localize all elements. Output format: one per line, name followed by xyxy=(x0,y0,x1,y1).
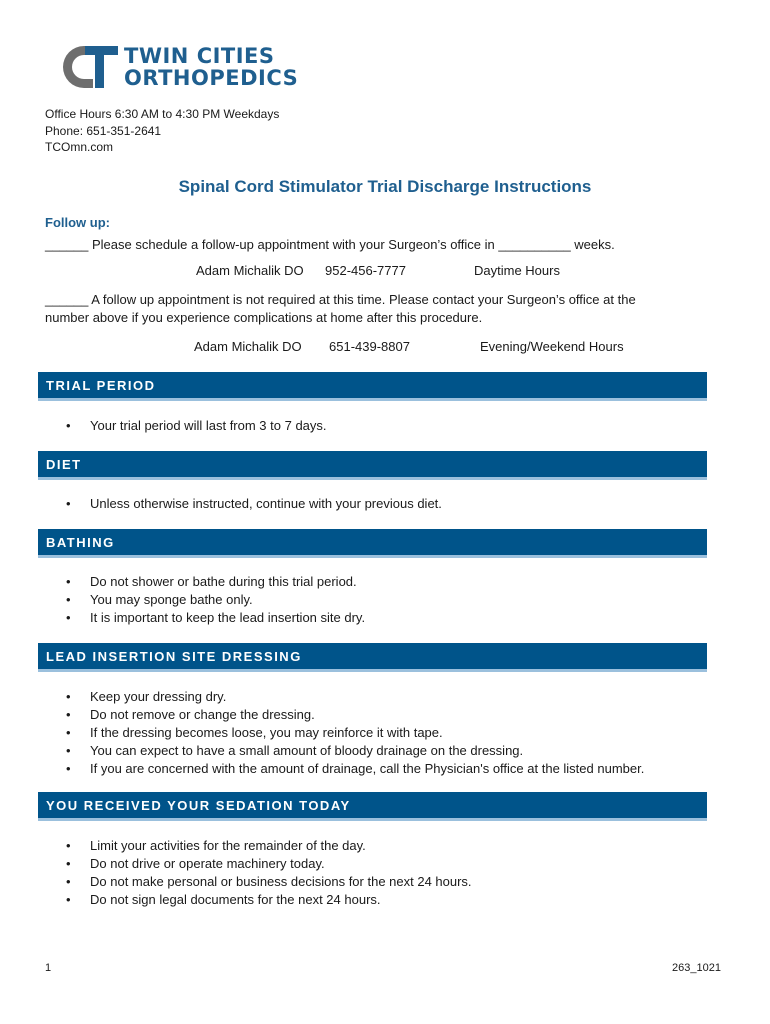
office-hours: Office Hours 6:30 AM to 4:30 PM Weekdays xyxy=(45,107,280,121)
tco-logo-mark-icon xyxy=(62,45,120,89)
page-title: Spinal Cord Stimulator Trial Discharge Instructions xyxy=(178,177,592,196)
contact1-hours: Daytime Hours xyxy=(474,263,560,278)
section-header-sedation: YOU RECEIVED YOUR SEDATION TODAY xyxy=(38,792,707,821)
list-item: • Keep your dressing dry. xyxy=(64,688,644,706)
contact1-name: Adam Michalik DO xyxy=(196,263,304,278)
diet-list xyxy=(64,495,442,513)
form-code: 263_1021 xyxy=(672,962,721,974)
list-item: • It is important to keep the lead insertion site dry. xyxy=(64,609,365,627)
page-number: 1 xyxy=(45,962,52,974)
follow-up-label: Follow up: xyxy=(45,215,110,230)
office-website: TCOmn.com xyxy=(45,140,114,154)
section-header-dressing: LEAD INSERTION SITE DRESSING xyxy=(38,643,707,672)
list-item: • Do not sign legal documents for the next 24 hours. xyxy=(64,891,472,909)
trial-period-list xyxy=(64,417,327,435)
list-item: • Limit your activities for the remainder of the day. xyxy=(64,837,472,855)
office-info xyxy=(45,106,279,156)
list-item: • Do not shower or bathe during this trial period. xyxy=(64,573,365,591)
office-phone: Phone: 651-351-2641 xyxy=(45,123,162,138)
list-item: • You may sponge bathe only. xyxy=(64,591,365,609)
list-item: • Do not make personal or business decisions for the next 24 hours. xyxy=(64,873,472,891)
dressing-list xyxy=(64,688,644,778)
contact2-hours: Evening/Weekend Hours xyxy=(480,339,624,354)
contact1-phone: 952-456-7777 xyxy=(325,263,406,278)
list-item: • You can expect to have a small amount of bloody drainage on the dressing. xyxy=(64,742,644,760)
logo-wordmark xyxy=(124,45,298,89)
follow-up-option-schedule: ______ Please schedule a follow-up appointment with your Surgeon’s office in __________ weeks. xyxy=(45,237,615,252)
bathing-list xyxy=(64,573,365,627)
list-item: • Unless otherwise instructed, continue with your previous diet. xyxy=(64,495,442,513)
list-item: • If the dressing becomes loose, you may reinforce it with tape. xyxy=(64,724,644,742)
contact2-phone: 651-439-8807 xyxy=(329,339,410,354)
tco-logo xyxy=(62,44,299,91)
section-header-trial-period: TRIAL PERIOD xyxy=(38,372,707,401)
section-header-bathing: BATHING xyxy=(38,529,707,558)
contact2-name: Adam Michalik DO xyxy=(194,339,302,354)
logo-line-twin-cities: TWIN CITIES xyxy=(124,44,275,68)
list-item: • Do not drive or operate machinery today. xyxy=(64,855,472,873)
section-header-diet: DIET xyxy=(38,451,707,480)
follow-up-option-not-required-line1: ______ A follow up appointment is not required at this time. Please contact your Surgeon’s office at the xyxy=(45,292,636,307)
list-item: • If you are concerned with the amount of drainage, call the Physician's office at the listed number. xyxy=(64,760,644,778)
list-item: • Your trial period will last from 3 to 7 days. xyxy=(64,417,327,435)
follow-up-option-not-required-line2: number above if you experience complications at home after this procedure. xyxy=(45,310,483,325)
logo-line-orthopedics: ORTHOPEDICS xyxy=(124,66,299,90)
sedation-list xyxy=(64,837,472,909)
list-item: • Do not remove or change the dressing. xyxy=(64,706,644,724)
